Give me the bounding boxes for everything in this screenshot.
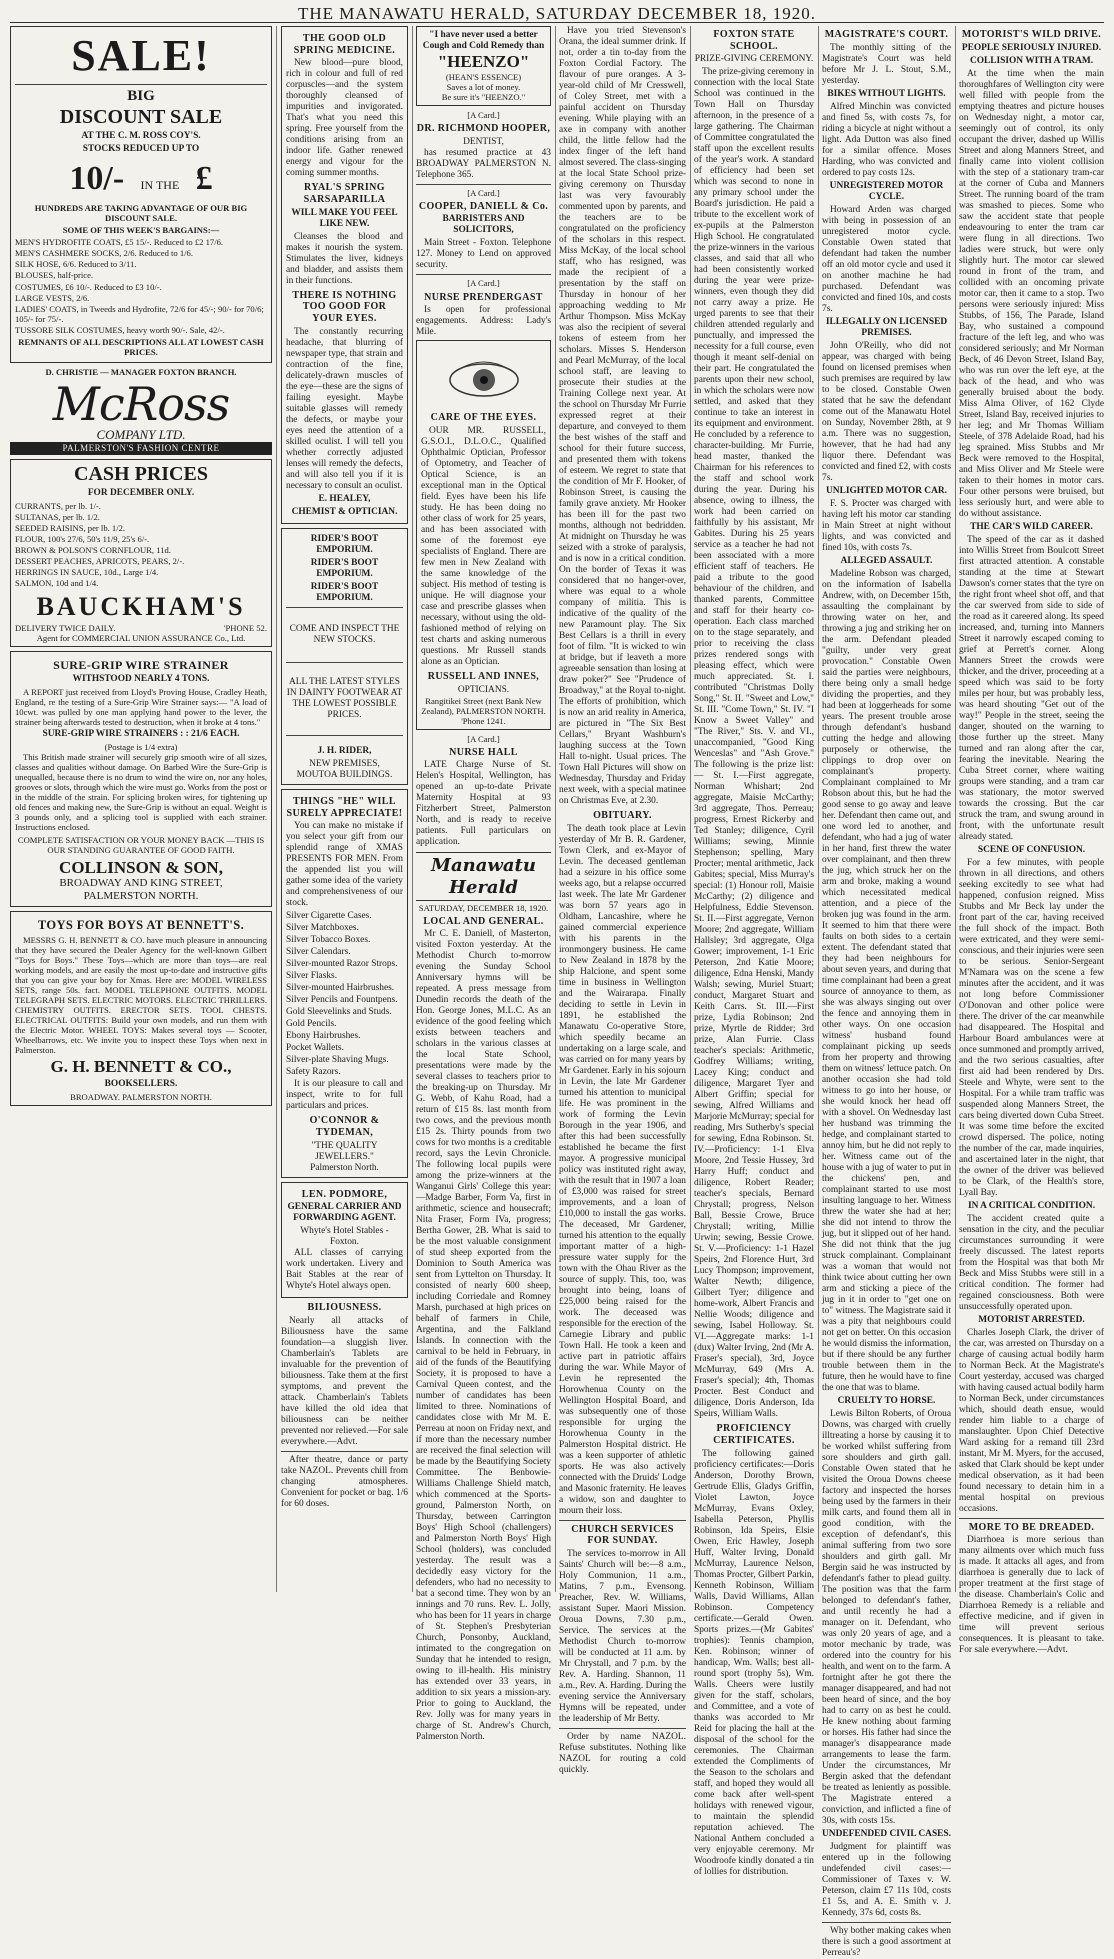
cooper-body: Main Street - Foxton. Telephone 127. Money to Lend on approved security.: [416, 238, 551, 271]
russell-ad: [416, 340, 551, 730]
court-subhead: UNLIGHTED MOTOR CAR.: [826, 485, 947, 496]
obituary-heading: OBITUARY.: [593, 810, 652, 821]
ryals-body: Cleanses the blood and makes it nourish the system. Stimulates the liver, kidneys and bladder, and assists them in their functions.: [286, 231, 403, 286]
court-paragraph: Howard Arden was charged with being in possession of an unregistered motor cycle. Constable Owen stated that defendant had taken the number off an old motor cycle and used it on another machine he had purchased. Defendant was convicted and fined 10s, and costs 7s.: [822, 204, 951, 314]
eye-illustration: [444, 348, 524, 408]
list-item: Silver-plate Shaving Mugs.: [286, 1055, 389, 1066]
cash-prices-sub: FOR DECEMBER ONLY.: [87, 487, 195, 498]
list-item: SEEDED RAISINS, per lb. 1/2.: [15, 523, 126, 534]
rider-line: RIDER'S BOOT EMPORIUM.: [310, 557, 379, 579]
motorist-paragraph: The accident created quite a sensation in the city, and the peculiar circumstances surrounding it were freely discussed. The latest reports from the Hospital was that both Mr Beck and Miss Stubbs were still in a critical condition. The former had regained consciousness. Both were unsuccessfully operated upon.: [959, 1213, 1104, 1312]
podmore-body: ALL classes of carrying work undertaken. Livery and Bait Stables at the rear of Whyte's Hotel always open.: [286, 1248, 403, 1292]
sure-grip-heading: SURE-GRIP WIRE STRAINER: [53, 657, 229, 672]
list-item: DESSERT PEACHES, APRICOTS, PEARS, 2/-.: [15, 556, 185, 567]
healey-name: E. HEALEY,: [318, 493, 371, 504]
russell-name: RUSSELL AND INNES,: [427, 670, 540, 682]
card-label: [A Card.]: [467, 110, 500, 121]
court-subhead: UNREGISTERED MOTOR CYCLE.: [829, 180, 944, 202]
hooper-name: DR. RICHMOND HOOPER,: [416, 123, 551, 135]
collinson-name: COLLINSON & SON,: [59, 857, 223, 877]
oconnor-sub: "THE QUALITY JEWELLERS.": [311, 1140, 378, 1162]
list-item: Gold Sleevelinks and Studs.: [286, 1007, 392, 1018]
sure-grip-guarantee: COMPLETE SATISFACTION OR YOUR MONEY BACK —THIS IS OUR STANDING GUARANTEE OF GOOD FAITH.: [17, 834, 265, 855]
list-item: SULTANAS, per lb. 1/2.: [15, 512, 100, 523]
school-body: The prize-giving ceremony in connection with the local State School was continued in the Town Hall on Thursday afternoon, in the presence of a large gathering. The Chairman of Committee congratulated the staff upon the excellent results of the year's work. A standard of efficiency had been set which was second to none in any primary school under the Board's jurisdiction. He paid a tribute to the excellent work of ex-pupils at the Palmerston High School. He congratulated the prize-winners in the various classes, and said that all who had been consistently worked during the year were prize-winners, even though they did not carry away a prize. He urged parents to see that their children attended regularly and punctually, and impressed the necessity for a full course, even though it meant self-denial on their part. He congratulated the parents upon their new school, in which the scholars were now settled, and asked that they continue to take an interest in its equipment and environment. He concluded by a reference to character-building. Mr Furrie, head master, thanked the Chairman for his references to the staff and school work during the year. During his absence, owing to illness, the work had been carried on faithfully by his assistant, Mr Gabites. During his 25 years service as a teacher he had not been associated with a more efficient staff of teachers. He paid a tribute to the good behaviour of the children, and thanked parents, Committee and staff for their hearty co-operation. Each class marched on to the stage separately, and prior to receiving the class prizes rendered songs with pleasing effect, which were much appreciated. St. I. contributed "Christmas Dolly Song," St. II. "Sweet and Low," St. III. "Come Town," St. IV. "I Know a Sweet Valley" and "The River," Sts. V. and VI., unaccompanied, "Good King Wenceslas" and "Ash Grove." The following is the prize list:— St. I.—First aggregate, Norman Whishart; 2nd aggregate, Maisie McCarthy; 3rd aggregate, Thos. Perreau; progress, Ernest Rickerby and Ted Stanley; diligence, Cyril Williams; sewing, Minnie Stephenson; spelling, Mary Procter; mental arithmetic, Jack Gabites; special, Miss Murray's special: (1) Honour roll, Maisie McCarthy; (2) diligence and Helpfulness, Eddie Stevenson. St. II.—First aggregate, Vernon Moore; 2nd aggregate, William Hallsley; 3rd aggregate, Olga Gower; improvement, 1-1 Eric Peterson, 2nd Katie Moore; diligence, Edna Henski, Mandy Walsh; sewing, Muriel Stuart; conduct, Margaret Stuart and Keith Carrs. St. III.—First prize, Lydia Robinson; 2nd prize, Myrtle de Ridder; 3rd prize, Alan Furrie. Class teacher's specials: Arithmetic, Godfrey Williams; writing, Lacey King; conduct and diligence, Margaret Tyer and Albert Griffin; special for sewing, Alfred Williams and Marjorie McMurray; special for reading, Mrs Sutherby's special for sewing, Edna Robinson. St. IV.—Proficiency: 1-1 Elva Moore, 2nd Tessie Hussey, 3rd Harry Huff; conduct and diligence, Robert Reader; teacher's specials, Bernard Chrystall; progress, Nelson Ball, Bessie Crowe, Bruce Chrystall; writing, Millie Urwin; sewing, Bessie Crowe. St. V.—Proficiency: 1-1 Hazel Speirs, 2nd Florence Hurt, 3rd Lucy Thompson; improvement, Walter Newth; diligence, Gilbert Tyer; diligence and home-work, Albert Francis and Nellie Woods; diligence and sewing, Isabel Holloway. St. VI.—Aggregate marks: 1-1 (dux) Walter Irving, 2nd (Mr A. Fraser's special), 3rd, Joyce McMurray, 649 (Mrs A. Fraser's special); 4th, Thomas Procter. Best Conduct and diligence, Doris Anderson, Ida Speirs, William Walls.: [694, 67, 815, 1420]
heenzo-name: "HEENZO": [437, 52, 530, 71]
column-rule: [412, 26, 413, 1592]
list-item: COSTUMES, £6 10/-. Reduced to £3 10/-.: [15, 281, 162, 292]
court-paragraph: Lewis Bilton Roberts, of Oroua Downs, was charged with cruelly illtreating a horse by causing it to be worked whilst suffering from sore shoulders and girth gall. Constable Owen stated that he visited the Oroua Downs cheese factory and inspected the horses being used by the farmers in their milk carts, and found them all in good condition, with the exception of defendant's, this animal suffering from two sore shoulders and girth gall. Mr Bergin said he was instructed by defendant's father to plead guilty. The position was that the farm belonged to defendant's father, and until recently he had a manager on it. Defendant, who was only 20 years of age, and a motor mechanic by trade, was ordered into the country for his health, and went on to the farm. A fortnight after he got there the manager disappeared, and had not been heard of since, and the boy had to carry on as best he could. He knew nothing about farming or horses. His father had since the manager's disappearance made arrangements to lease the farm. Under the circumstances, Mr Bergin asked that the defendant be treated as leniently as possible. The Magistrate entered a conviction, and inflicted a fine of 30s, with costs 15s.: [822, 1408, 951, 1826]
sure-grip-sub: WITHSTOOD NEARLY 4 TONS.: [72, 673, 210, 684]
court-paragraph: Madeline Robson was charged, on the information of Isabella Andrew, with, on December 15th, assaulting the complainant by throwing water on her, and throwing a jug and striking her on the arm. Defendant pleaded "guilty, under very great provocation." Constable Owen said the parties were neighbours, there being only a small hedge dividing the properties, and they had been at loggerheads for some years. The present trouble arose through defendant's husband cutting the hedge and allowing purposely or otherwise, the clippings to drop over on complainant's property. Complainant complained to Mr Robson about this, but he had the good sense to go away and leave her. Defendant then came out, and one word led to another, and defendant, who had a jug of water in her hand, first threw the water over complainant, and then threw the jug, which struck her on the arm and broke, making a wound which necessitated medical attention, and a piece of the broken jug was found in the arm. It seemed to him that there were faults on both sides to a certain extent. The defendant stated that they had been neighbours for about seven years, and during that time complainant had been a great source of annoyance to them, as she was always singing out over the fence and annoying them in other ways. On one occasion witness' husband found complainant picking up seeds from her property and throwing them on witness' lettuce patch. On another occasion she had told witness to go into her house, or she would knock her head off with a shovel. On Wednesday last her husband was trimming the hedge, and complainant started to annoy him, but he did not reply to her. Witness came out of the house with a jug of water to put in the chickens' pen, and complainant started to use most insulting language to her. Witness threw the water she had at her; she did not intend to throw the jug, but it slipped out of her hand. She did not think that the jug struck complainant. Complainant was a woman that would not think twice about cutting her own arm and sticking a piece of the jug in it in order to "get one on to" witness. The Magistrate said it was a pity that neighbours could not get on better. On this occasion he would dismiss the information, but if there should be any further trouble between them in the future, then he would have to fine the one that was to blame.: [822, 568, 951, 1393]
ross-logo-company: COMPANY LTD.: [96, 426, 186, 442]
cooper-sub: BARRISTERS AND SOLICITORS,: [442, 214, 525, 236]
masthead: THE MANAWATU HERALD, SATURDAY DECEMBER 18, 1920.: [10, 4, 1104, 23]
heenzo-quote: "I have never used a better Cough and Cold Remedy than: [422, 30, 545, 51]
bil-heading: BILIOUSNESS.: [307, 1302, 382, 1314]
agent-text: Agent for COMMERCIAL UNION ASSURANCE Co., Ltd.: [36, 632, 246, 643]
ross-logo-script: McRoss: [52, 376, 230, 431]
column-1: [10, 26, 272, 1592]
nurse-body: Is open for professional engagements. Address: Lady's Mile.: [416, 305, 551, 338]
motorist-subhead: IN A CRITICAL CONDITION.: [967, 1200, 1096, 1211]
spring-heading: THE GOOD OLD SPRING MEDICINE.: [293, 33, 396, 56]
sure-grip-postage: (Postage is 1/4 extra): [104, 742, 178, 753]
local-body: Mr C. E. Daniell, of Masterton, visited Foxton yesterday. At the Methodist Church to-morrow evening the Sunday School Anniversary hymns will be repeated. A press message from Dunedin records the death of the Hon. George Jones, M.L.C. As an evidence of the good feeling which exists between teachers and scholars in the various classes at the local State School, presentations were made by the several classes to teachers prior to the breaking-up on Thursday. Mr G. Webb, of Kahu Road, had a return of £15 8s. last month from two cows, and the previous month £15 2s. Thirty pounds from two cows for two months is a creditable record, says the Levin Chronicle. The following local pupils were among the prize-winners at the Wanganui Girls' College this year:—Madge Barber, Form Va, first in arithmetic, science and housecraft; Nita Fraser, Form IVa, progress; Bertha Gower, 2B. What is said to be the most valuable consignment of stud sheep exported from the Dominion to South America was sent from Lyttelton on Thursday. It consisted of nearly 600 sheep, including Corriedale and Romney Marsh, purchased at high prices on behalf of farmers in Chile, Argentina, and the Falkland Islands. In connection with the carnival to be held in February, in aid of the funds of the Beautifying Society, it is proposed to have a Carnival Queen contest, and the number of candidates has been limited to three. Nominations of candidates close with Mr M. E. Perreau at noon on Friday next, and if more than the necessary number are received the final selection will be made by the Beautifying Society Committee. The Benbowie-Williams Challenge Shield match, which commenced at the Sports-ground, Palmerston North, on Thursday, between Carrington Boys' High School (challengers) and Palmerston North Boys' High School (holders), was concluded yesterday. The result was a decidedly easy victory for the defenders, who had no necessity to bat a second time. They won by an innings and 70 runs. Rev. L. Jolly, who has been for 11 years in charge of St. Stephen's Presbyterian Church, Ponsonby, Auckland, intimated to the congregation on Sunday that he intended to resign, owing to ill-health. His ministry has extended over 33 years, in addition to six years a mission-ary. Prior to going to Auckland, the Rev. Jolly was for many years in charge of St. Andrew's Church, Palmerston North.: [416, 929, 551, 1743]
court-subhead: ALLEGED ASSAULT.: [840, 555, 933, 566]
proficiency-heading: PROFICIENCY CERTIFICATES.: [713, 1423, 795, 1447]
list-item: TUSSORE SILK COSTUMES, heavy worth 90/-. Sale, 42/-.: [15, 324, 225, 335]
news-body: Have you tried Stevenson's Orana, the ideal summer drink. If not, order a tin to-day from the Foxton Cordial Factory. The flavour of pure oranges. A 3-year-old child of Mr Cresswell, of Coley Street, met with a painful accident on Thursday evening. While playing with an axe in company with another child, the little fellow had the index finger of the left hand almost severed. The class-singing at the local State School prize-giving ceremony on Thursday last was very favourably commented upon by parents, and the teachers are to be congratulated on the proficiency of the scholars in this respect. Miss McKay, of the local school staff, who has resigned, was made the recipient of a presentation by the staff on Thursday in honour of her approaching wedding to Mr Arthur Thompson. Miss McKay was also the recipient of several tokens of esteem from her scholars. Misses S. Henderson and Pearl McMurray, of the local school staff, are leaving to prosecute their studies at the Training College next year. At the school on Thursday Mr Furrie expressed regret at their departure, and conveyed to them the best wishes of the staff and school for their future success, and presented them with tokens of esteem. We regret to state that the condition of Mr F. Hooker, of Robinson Street, is causing the family grave anxiety. Mr Hooker has been ill for the past two months, although not bedridden. At midnight on Thursday he was seized with a stroke of paralysis, and is now in a critical condition. On the border of Texas it was considered that no hanger-over, where was equal to a whole company of militia. This is indicative of the quality of the new Paramount play. The Six Best Cellars is a thrill in every foot of film. "It is wicked to win at bridge, but if leaveth a more agreeable sensation than losing at draw poker?" See "Prudence of Broadway," at the Royal to-night. The efforts of prohibition, which is now an arid reality in America, are pictured in "The Six Best Cellars," Bryant Washburn's laughing success at the Town Hall to-night. Usual prices. The Town Hall Pictures will show on Wednesday, Thursday and Friday next week, with a special matinee on Christmas Eve, at 2.30.: [559, 26, 686, 806]
court-heading: MAGISTRATE'S COURT.: [824, 29, 949, 40]
court-paragraph: Alfred Minchin was convicted and fined 5s, with costs 7s, for riding a bicycle at night without a light. Ada Dutton was also fined for a similar offence. Moses Harding, who was convicted and ordered to pay costs 12s.: [822, 101, 951, 178]
list-item: Gold Pencils.: [286, 1019, 337, 1030]
podmore-sub: GENERAL CARRIER AND FORWARDING AGENT.: [287, 1202, 402, 1224]
list-item: FLOUR, 100's 27/6, 50's 11/9, 25's 6/-.: [15, 534, 150, 545]
sale-heading: SALE!: [71, 31, 211, 80]
reduction-amount: 10/-: [69, 160, 125, 198]
nurse-name: NURSE PRENDERGAST: [424, 291, 543, 303]
church-heading: CHURCH SERVICES FOR SUNDAY.: [571, 1523, 674, 1547]
paper-masthead: Manawatu Herald: [416, 852, 551, 900]
phone-text: 'PHONE 52.: [223, 622, 267, 633]
column-7: [959, 26, 1105, 1656]
column-4: [559, 26, 686, 1776]
he-list: [286, 911, 403, 1078]
list-item: Safety Razors.: [286, 1067, 341, 1078]
court-subhead: CRUELTY TO HORSE.: [837, 1395, 936, 1406]
cash-prices-list: [15, 501, 267, 588]
list-item: HERRINGS IN SAUCE, 10d., Large 1/4.: [15, 567, 159, 578]
card-label: [A Card.]: [467, 278, 500, 289]
rider-inspect: COME AND INSPECT THE NEW STOCKS.: [289, 623, 400, 645]
column-rule: [955, 26, 956, 1592]
he-body: You can make no mistake if you select your gift from our splendid range of XMAS PRESENTS FOR MEN. From the appended list you will gather some idea of the variety and comprehensiveness of our stock.: [286, 821, 403, 909]
remnants-text: REMNANTS OF ALL DESCRIPTIONS ALL AT LOWEST CASH PRICES.: [18, 336, 264, 357]
bennett-sub: BOOKSELLERS.: [104, 1079, 178, 1090]
hooper-sub: DENTIST,: [463, 136, 504, 147]
list-item: Silver Cigarette Cases.: [286, 911, 372, 922]
delivery-text: DELIVERY TWICE DAILY.: [15, 622, 116, 633]
court-paragraph: Judgment for plaintiff was entered up in the following undefended civil cases:—Commissioner of Taxes v. W. Peterson, claim £7 11s 10d, costs £1 5s, and A. E. Smith v. J. Kennedy, 37s 6d, costs 8s.: [822, 1841, 951, 1918]
bennett-address: BROADWAY. PALMERSTON NORTH.: [70, 1092, 212, 1103]
russell-sub: OPTICIANS.: [457, 684, 510, 695]
ryals-name: RYAL'S SPRING SARSAPARILLA: [303, 182, 386, 206]
ross-logo-bar: PALMERSTON'S FASHION CENTRE: [10, 442, 272, 455]
list-item: Silver Calendars.: [286, 947, 351, 958]
rider-line: RIDER'S BOOT EMPORIUM.: [310, 533, 379, 555]
motorist-subhead: MOTORIST ARRESTED.: [978, 1314, 1085, 1325]
hooper-body: has resumed practice at 43 BROADWAY PALMERSTON N. Telephone 365.: [416, 147, 551, 180]
court-subhead: UNDEFENDED CIVIL CASES.: [822, 1828, 951, 1839]
list-item: Silver-mounted Hairbrushes.: [286, 983, 395, 994]
list-item: LARGE VESTS, 2/6.: [15, 292, 90, 303]
oconnor-ad: [281, 789, 408, 1178]
column-5: [694, 26, 815, 1877]
list-item: Silver-mounted Razor Strops.: [286, 959, 398, 970]
eyes-body: The constantly recurring headache, that blurring of newspaper type, that strain and contraction of the fine, delicately-drawn muscles of the eye—these are the signs of failing eyesight. Maybe suitable glasses will remedy the defects, or maybe your eyes need the attention of a skilled oculist. I will tell you whether correctly adjusted lenses will remedy the defects, and will also tell you if it is necessary to consult an oculist.: [286, 326, 403, 491]
list-item: Silver Tobacco Boxes.: [286, 935, 371, 946]
list-item: Silver Pencils and Fountpens.: [286, 995, 398, 1006]
rider-ad: [281, 528, 408, 785]
bargains-list: [15, 237, 267, 334]
column-rule: [276, 26, 277, 1592]
obituary-body: The death took place at Levin yesterday of Mr B. R. Gardener, Town Clerk, and ex-Mayor of Levin. The deceased gentleman had a seizure in his office some weeks ago, but a relapse occurred last week. The late Mr Gardener was born 57 years ago in Oldham, Lancashire, where he gained commercial experience with his parents in the ironmongery business. He came to New Zealand in 1878 by the ship Halcione, and spent some time in business in Wellington and the Wairarapa. Finally deciding to settle in Levin in 1891, he established the Manawatu Co-operative Store, which speedily became an undertaking on a large scale, and was carried on for many years by Mr Gardener. Early in his sojourn in Levin, the late Mr Gardener turned his attention to municipal life. He was prominent in the work of forming the Levin Borough in the year 1906, and after this had been successfully established he became the first mayor. A progressive municipal policy was instituted right away, with the result that in 1907 a loan of £3,000 was raised for street improvements, and a loan of £10,000 to install the gas works. The deceased, Mr Gardener, turned his attention to the equally important matter of a high-pressure water supply for the town with the Ohau River as the source of supply. This, too, was brought into being, loans of £25,000 being raised for the work. The deceased was responsible for the erection of the Carnegie Library and public Town Hall. He took a keen and active part in patriotic affairs during the war. While Mayor of Levin he represented the Horowhenua County on the Wellington Hospital Board, and was subsequently one of those responsible for urging the Horowhenua County in the Palmerston Hospital district. He was a keen supporter of athletic sports. He was also actively connected with the Druids' Lodge and Masonic fraternity. He leaves a widow, son and daughter to mourn their loss.: [559, 823, 686, 1516]
list-item: BLOUSES, half-price.: [15, 270, 94, 281]
motorist-paragraph: For a few minutes, with people thrown in all directions, and others seeking excitedly to see what had happened, confusion reigned. Miss Stubbs and Mr Beck lay under the front part of the car, having received the full shock of the impact. Both were extricated, and they were semi-conscious, and their injuries were seen to be serious. Senior-Sergeant M'Namara was on the scene a few minutes after the accident, and it was not long before Commissioner O'Donovan and other police were there. The driver of the car meanwhile had disappeared. The Hospital and Harbour Board ambulances were at once summoned and promptly arrived, and the two serious casualties, after first aid had been rendered by Drs. Steele and Whyte, were sent to the Hospital. For a while tram traffic was suspended along Manners Street, the cars being diverted down Cuba Street. It was some time before the excited crowd dispersed. The police, noting the number of the car, made inquiries, and ascertained later in the night, that the owner of the driver was believed to be Clark, of the Health's store, Lyall Bay.: [959, 857, 1105, 1198]
column-rule: [555, 26, 556, 1592]
spring-body: New blood—pure blood, rich in colour and full of red corpuscles—and the system thoroughly cleansed of impurities and invigorated. That's what you need this spring. Free yourself from the conditions arising from an indoor life. Gather renewed energy and vigour for the coming summer months.: [286, 58, 403, 179]
sure-grip-more: This British made strainer will securely grip smooth wire of all sizes, classes and qualities without damage. On Barbed Wire the Sure-Grip is unequalled, because there is no drum to wind the wire on, nor any holes, grooves or slots, through which the wire must go. Works from the post or in the middle of the strain. For splicing broken wires, for tightening up old fences and making new, the Sure-Grip is without an equal. Weight is 3 pounds only, and a splicing tool is supplied with each strainer. Instructions enclosed.: [15, 752, 267, 833]
rider-name: J. H. RIDER,: [317, 745, 372, 756]
bennett-name: G. H. BENNETT & CO.,: [50, 1057, 232, 1077]
bil-body: Nearly all attacks of Biliousness have the same foundation—a sluggish liver. Chamberlain's Tablets are invaluable for the prevention of biliousness. Take them at the first symptoms, and prevent the attack. Chamberlain's Tablets have killed the old idea that biliousness can be neither prevented nor relieved.—For sale everywhere.—Advt.: [281, 1315, 408, 1447]
list-item: Silver Matchboxes.: [286, 923, 359, 934]
bennett-toys-ad: [10, 911, 272, 1106]
podmore-name: LEN. PODMORE,: [301, 1188, 388, 1200]
podmore-ad: [281, 1182, 408, 1299]
dreaded-body: Diarrhoea is more serious than many ailments over which much fuss is made. It attacks all ages, and from diarrhoea is generally due to lack of proper treatment at the first stage of the disease. Chamberlain's Colic and Diarrhoea Remedy is a reliable and effective medicine, and if given in time will prevent serious consequences. It is pleasant to take. For sale everywhere.—Advt.: [959, 1535, 1104, 1656]
hundreds-text: HUNDREDS ARE TAKING ADVANTAGE OF OUR BIG DISCOUNT SALE.: [34, 203, 248, 224]
cooper-name: COOPER, DANIELL & Co.: [418, 200, 549, 212]
discount-heading: DISCOUNT SALE: [59, 106, 223, 129]
rider-line: RIDER'S BOOT EMPORIUM.: [310, 581, 379, 603]
list-item: LADIES' COATS, in Tweeds and Hydrofite, 72/6 for 45/-; 90/- for 70/6; 105/- for 75/-.: [15, 303, 264, 324]
in-the-label: IN THE: [140, 178, 180, 193]
he-close: It is our pleasure to call and inspect, write to for full particulars and prices.: [286, 1079, 403, 1112]
motorist-heading: MOTORIST'S WILD DRIVE.: [961, 29, 1102, 40]
ryals-sub: WILL MAKE YOU FEEL LIKE NEW.: [291, 207, 398, 229]
podmore-address: Whyte's Hotel Stables - Foxton.: [300, 1226, 389, 1248]
sure-grip-body: A REPORT just received from Lloyd's Proving House, Cradley Heath, England, re the testing of a Sure-Grip Wire Strainer says:— "A load of 10cwt. was pulled by one man applying hand power to the lever, the strainer being afterwards tested to destruction, when it broke at 4 tons.": [15, 686, 267, 728]
big-heading: BIG: [127, 88, 155, 105]
rider-premises: NEW PREMISES,: [309, 758, 380, 769]
russell-body: OUR MR. RUSSELL, G.S.O.I., D.L.O.C., Qualified Ophthalmic Optician, Professor of Optometry, and Teacher of Optical Science, is an exceptional man in the Optical field. Eyes have been his life study. He has been doing no other class of work for 25 years, and has been associated with some of the foremost eye specialists of England. There are few men in New Zealand with the same knowledge of the subject. His method of testing is unique. He will diagnose your case and prescribe glasses when necessary, without using the old-fashioned method of relying on test charts and asking numerous questions. Mr Russell stands alone as an Optician.: [421, 425, 546, 667]
list-item: Ebony Hairbrushes.: [286, 1031, 361, 1042]
motorist-subhead: SCENE OF CONFUSION.: [977, 844, 1086, 855]
proficiency-body: The following gained proficiency certificates:—Doris Anderson, Dorothy Brown, Gertrude Ellis, Gladys Griffin, Violet Lawton, Joyce McMurray, Evans Oxley, Isabella Peterson, Phyllis Robinson, Ida Speirs, Elsie Owen, Eric Hawley, Joseph Huff, Walter Irving, Donald McMurray, Laurence Nelson, Thomas Procter, Gilbert Parkin, Kenneth Robinson, William Walls, David Williams, Allan Robinson. Competency certificate.—Gerald Owen. Sports prizes.—(Mr Gabites' trophies): Tennis champion, Ken. Robinson; winner of handicap, Wm. Walls; best all-round sport (trophy 5s), Wm. Walls. Cheers were lustily given for the staff, scholars, and Committee, and a vote of thanks was accorded to Mr Reid for placing the hall at the disposal of the school for the ceremonies. The Chairman extended the Compliments of the Season to the scholars and staff, and hoped they would all come back after well-spent holidays with renewed vigour, to maintain the splendid reputation achieved. The National Anthem concluded a very enjoyable ceremony. Mr Woodroofe kindly donated a tin of lollies for distribution.: [694, 1448, 814, 1877]
column-2: [281, 26, 408, 1592]
column-rule: [690, 26, 691, 1592]
school-sub: PRIZE-GIVING CEREMONY.: [694, 54, 814, 65]
column-6: [822, 26, 951, 1958]
toys-heading: TOYS FOR BOYS AT BENNETT'S.: [37, 918, 245, 933]
motorist-paragraph: Charles Joseph Clark, the driver of the car, was arrested on Thursday on a charge of causing actual bodily harm to Norman Beck. At the Magistrate's Court yesterday, accused was charged with having caused actual bodily harm to Norman Beck, under circumstances which, should death ensue, would render him liable to a charge of manslaughter. Upon Chief Detective Ward asking for a remand till 23rd instant, Mr M. Myers, for the accused, asked that Clark should be kept under medical observation, as it had been found necessary to detain him in a mental hospital on previous occasions.: [959, 1327, 1105, 1514]
dreaded-heading: MORE TO BE DREADED.: [968, 1521, 1095, 1533]
heenzo-sub: (HEAN'S ESSENCE): [445, 71, 522, 82]
manager-line: D. CHRISTIE — MANAGER FOXTON BRANCH.: [45, 366, 237, 377]
list-item: MEN'S HYDROFITE COATS, £5 15/-. Reduced to £2 17/6.: [15, 237, 224, 248]
list-item: SALMON, 10d and 1/4.: [15, 578, 99, 589]
motorist-sub: PEOPLE SERIOUSLY INJURED.: [961, 42, 1102, 53]
eyes-care-heading: CARE OF THE EYES.: [430, 412, 537, 424]
russell-address: Rangitikei Street (next Bank New Zealand), PALMERSTON NORTH. 'Phone 1241.: [421, 695, 546, 726]
list-item: BROWN & POLSON'S CORNFLOUR, 11d.: [15, 545, 171, 556]
church-body: The services to-morrow in All Saints' Church will be:—8 a.m., Holy Communion, 11 a.m., Matins, 7 p.m., Evensong. Preacher, Rev. W. Williams, assistant Super. Maori Mission. Oroua Downs, 7.30 p.m., Service. The services at the Methodist Church to-morrow will be conducted at 11 a.m. by Mr Chrystall, and 7 p.m. by the Rev. A. Harding. Shannon, 11 a.m., Rev. A. Harding. During the evening service the Anniversary Hymns will be repeated, under the leadership of Mr Betty.: [559, 1549, 686, 1725]
motorist-subhead: THE CAR'S WILD CAREER.: [970, 521, 1093, 532]
oconnor-name: O'CONNOR & TYDEMAN,: [309, 1115, 380, 1138]
he-heading: THINGS "HE" WILL SURELY APPRECIATE!: [286, 795, 403, 819]
paper-date: SATURDAY, DECEMBER 18, 1920.: [418, 902, 549, 913]
court-subhead: BIKES WITHOUT LIGHTS.: [827, 88, 946, 99]
column-rule: [818, 26, 819, 1592]
list-item: Silver Flasks.: [286, 971, 338, 982]
nazol-text: After theatre, dance or party take NAZOL. Prevents chill from changing atmospheres. Convenient for pocket or bag. 1/6 for 60 doses.: [281, 1454, 408, 1509]
column-3: [416, 26, 551, 1743]
rider-latest: ALL THE LATEST STYLES IN DAINTY FOOTWEAR AT THE LOWEST POSSIBLE PRICES.: [286, 676, 403, 720]
card-label: [A Card.]: [467, 733, 500, 744]
eyes-heading: THERE IS NOTHING TOO GOOD FOR YOUR EYES.: [292, 289, 397, 325]
sure-grip-price: SURE-GRIP WIRE STRAINERS : : 21/6 EACH.: [42, 729, 240, 740]
bargains-heading: SOME OF THIS WEEK'S BARGAINS:—: [62, 225, 220, 236]
heenzo-saves: Saves a lot of money.: [446, 81, 521, 92]
healey-sub: CHEMIST & OPTICIAN.: [291, 506, 398, 517]
ross-sale-ad: [10, 26, 272, 363]
motorist-paragraph: The speed of the car as it dashed into Willis Street from Boulcott Street first attracted attention. A constable standing at the time at Stewart Dawson's corner states that the tyre on the right front wheel shot off, and that the car swerved from side to side of the road as it careered along. Its speed increased, and, turning into Manners Street it narrowly escaped coming to grief at Perrett's corner. Along Manners Street the crowds were thicker, and the driver, proceeding at a speed which was said to be forty miles per hour, but was probably less, was heard shouting "Get out of the way!" People in the street, seeing the danger, shouted on the warning to those further up the street. Many turned and ran along after the car, fearing the inevitable. Nearing the Cuba Street corner, where waiting groups were standing, and a tram car was stationary, the motor swerved towards the crossing. But the car struck the tram, and swung around in front, with the unfortunate result already stated.: [959, 534, 1104, 842]
court-subhead: ILLEGALLY ON LICENSED PREMISES.: [825, 316, 948, 338]
hall-name: NURSE HALL: [449, 746, 518, 758]
stocks-reduced: STOCKS REDUCED UP TO: [82, 144, 200, 155]
school-heading: FOXTON STATE SCHOOL.: [713, 29, 795, 52]
cash-prices-ad: [10, 459, 272, 647]
toys-body: MESSRS G. H. BENNETT & CO. have much pleasure in announcing that they have secured the Dealer Agency for the well-known Gilbert "Toys for Boys." These Toys—which are more than toys—are real working models, and are easily the most up-to-date and instructive gifts that you can give your boy for Xmas. Here are: MODEL WIRELESS SETS, range 50s. fact. MODEL TELEPHONE OUTFITS. MODEL TELEGRAPH SETS. ELECTRIC MOTORS. ELECTRIC THRILLERS. CHEMISTRY OUTFITS. ERECTOR SETS. TOOL CHESTS. ELECTRICAL OUTFITS: Build your own models, and run them with the Electric Motor. WHEEL TOYS: Makes several toys — Scooter, Wheelbarrows, etc. We invite you to inspect these Toys when next in Palmerston.: [15, 934, 267, 1056]
heenzo-sure: Be sure it's "HEENZO.": [441, 91, 526, 102]
perreau-ad: Why bother making cakes when there is such a good assortment at Perreau's?: [822, 1925, 951, 1958]
local-heading: LOCAL AND GENERAL.: [423, 915, 544, 927]
motorist-body: At the time when the main thoroughfares of Wellington city were well filled with people from the emptying theatres and picture houses on Wednesday night, a motor car, seemingly out of control, its only occupant the driver, dashed up Willis Street and along Manners Street, and finally came into violent collision with the step of a stationary tram-car at the corner of Cuba and Manners Street. The running board of the tram was smashed to pieces. Some who saw the accident state that people endeavouring to enter the tram car were flung in all directions. Two ladies were struck, but were only slightly hurt. The motor car slewed round in front of the tram, and collided with an oncoming private motor car, then it came to a stop. Two persons were seriously injured: Miss Stubbs, of 156, The Parade, Island Bay, who sustained a compound fracture of the left leg, and who was considered seriously; and Mr Norman Beck, of 46 Devon Street, Island Bay, who was run over the left eye, at the back of the head, and who was generally bruised about the body. Miss Alma Oliver, of 162 Clyde Street, Island Bay, received injuries to her leg; and Mr Thomas William Steele, of 378 Adelaide Road, had his leg sprained. Miss Stubbs and Mr Beck were removed to the Hospital, and Miss Oliver and Mr Steele were taken to their homes in motor cars. Four other persons were bruised, but less seriously hurt, and were able to do without assistance.: [959, 68, 1104, 519]
nazol-text: Order by name NAZOL. Refuse substitutes. Nothing like NAZOL for routing a cold quickly.: [559, 1732, 686, 1776]
collinson-town: PALMERSTON NORTH.: [83, 890, 199, 903]
sure-grip-ad: [10, 651, 272, 907]
ryals-ad: [281, 26, 408, 524]
court-paragraph: John O'Reilly, who did not appear, was charged with being found on licensed premises when such premises are required by law to be closed. Constable Owen stated that he saw the defendant come out of the Manawatu Hotel on Sunday, November 28th, at 9 a.m. There was no suggestion, however, that he had had any liquor there. Defendant was convicted and fined £2, with costs 7s.: [822, 340, 951, 483]
motorist-sub: COLLISION WITH A TRAM.: [969, 55, 1094, 66]
hall-body: LATE Charge Nurse of St. Helen's Hospital, Wellington, has opened an up-to-date Private Maternity Hospital at 93 Fitzherbert Street, Palmerston North, and is ready to receive patients. Full particulars on application.: [416, 760, 551, 848]
card-label: [A Card.]: [467, 187, 500, 198]
list-item: CURRANTS, per lb. 1/-.: [15, 500, 101, 511]
ross-logo: [10, 376, 272, 455]
list-item: Pocket Wallets.: [286, 1043, 344, 1054]
pound-sign: £: [195, 160, 213, 198]
oconnor-address: Palmerston North.: [310, 1162, 379, 1173]
court-paragraph: F. S. Procter was charged with having left his motor car standing in Main Street at night without lights, and was convicted and fined 10s, with costs 7s.: [822, 498, 951, 553]
list-item: MEN'S CASHMERE SOCKS, 2/6. Reduced to 1/6.: [15, 248, 193, 259]
bauckham-name: BAUCKHAM'S: [36, 592, 246, 622]
rider-address: MOUTOA BUILDINGS.: [296, 769, 393, 780]
sale-location: AT THE C. M. ROSS COY'S.: [81, 131, 201, 142]
court-intro: The monthly sitting of the Magistrate's Court was held before Mr J. L. Stout, S.M., yesterday.: [822, 42, 951, 86]
cash-prices-heading: CASH PRICES: [74, 462, 208, 485]
list-item: SILK HOSE, 6/6. Reduced to 3/11.: [15, 259, 137, 270]
heenzo-ad: [416, 26, 551, 106]
collinson-address: BROADWAY AND KING STREET,: [59, 877, 223, 890]
